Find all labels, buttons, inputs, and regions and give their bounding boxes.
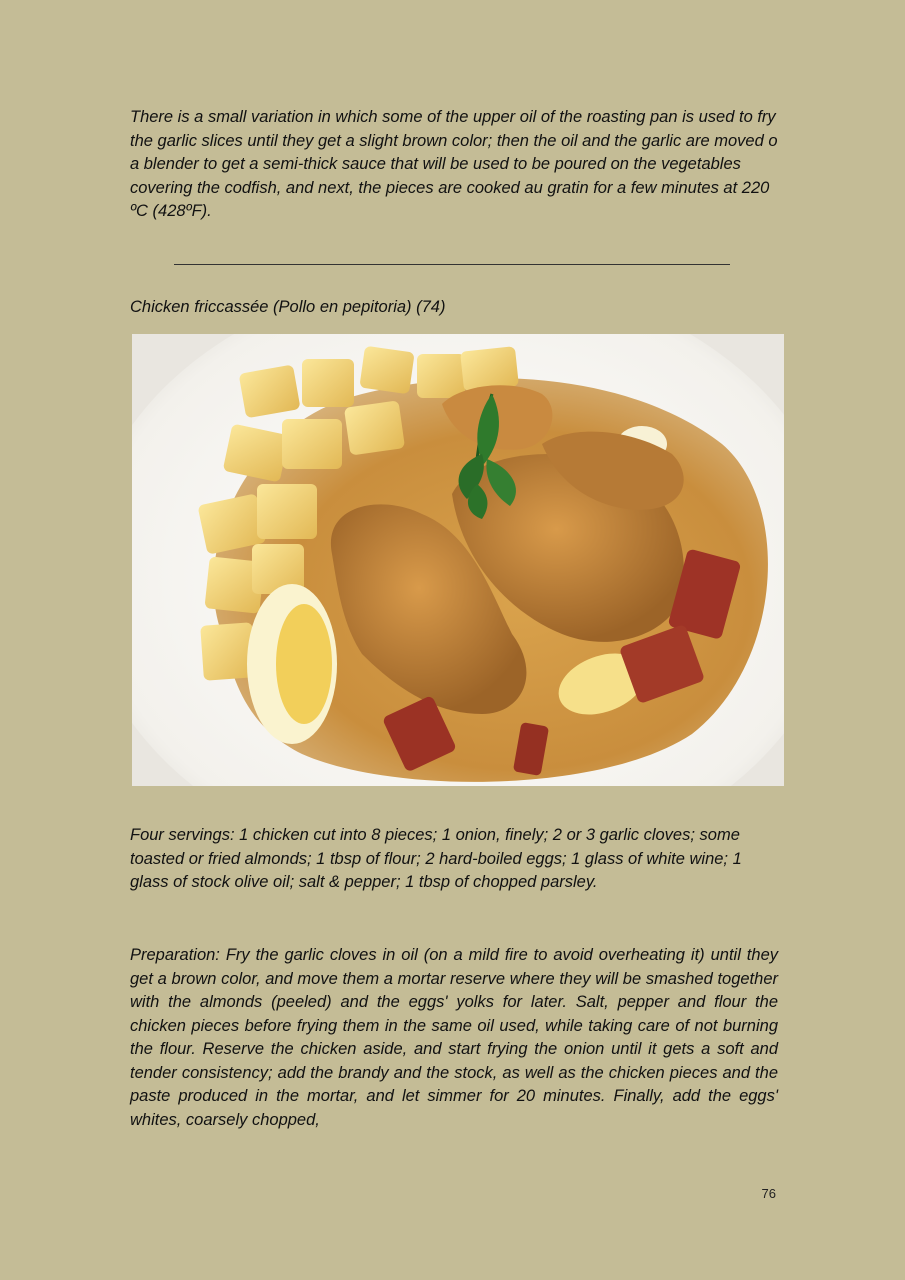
intro-paragraph: There is a small variation in which some of the upper oil of the roasting pan is used to fry the garlic slices until they get a slight brown color; then the oil and the garlic are moved o a blender to get a semi-thick sauce that will be used to be poured on the vegetables covering the codfish, and next, the pieces are cooked au gratin for a few minutes at 220 ºC (428ºF). <box>130 108 778 220</box>
dish-illustration <box>132 334 784 786</box>
ingredients-paragraph: Four servings: 1 chicken cut into 8 pieces; 1 onion, finely; 2 or 3 garlic cloves; some toasted or fried almonds; 1 tbsp of flour; 2 hard-boiled eggs; 1 glass of white wine; 1 glass of stock olive oil; salt & pepper; 1 tbsp of chopped parsley. <box>130 826 742 891</box>
preparation-paragraph: Preparation: Fry the garlic cloves in oil (on a mild fire to avoid overheating it) until they get a brown color, and move them a mortar reserve where they will be smashed together with the almonds (peeled) and the eggs' yolks for later. Salt, pepper and flour the chicken pieces before frying them in the same oil used, while taking care of not burning the flour. Reserve the chicken aside, and start frying the onion until it gets a soft and tender consistency; add the brandy and the stock, as well as the chicken pieces and the paste produced in the mortar, and let simmer for 20 minutes. Finally, add the eggs' whites, coarsely chopped, <box>130 946 778 1129</box>
page-number: 76 <box>761 1186 776 1201</box>
section-separator <box>174 264 730 265</box>
recipe-title: Chicken friccassée (Pollo en pepitoria) (74) <box>130 298 446 316</box>
dish-photo <box>132 334 784 786</box>
